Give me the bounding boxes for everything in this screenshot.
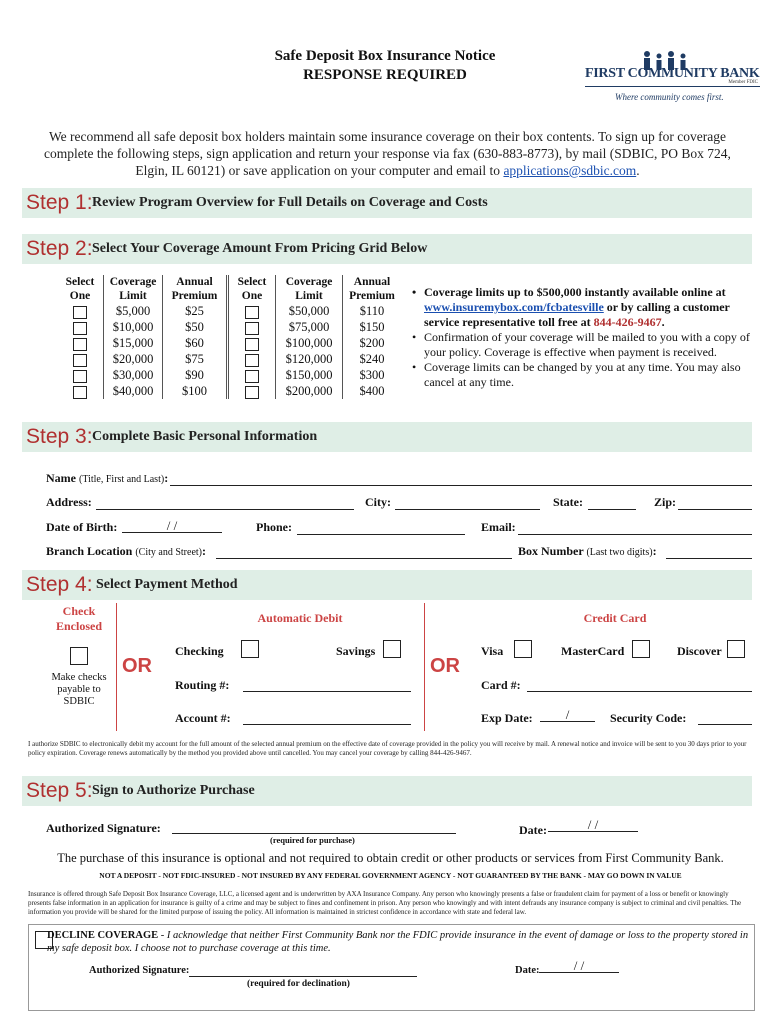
city-label: City: [365,495,391,509]
premium-cell: $90 [163,367,228,383]
state-field[interactable] [588,495,636,510]
dob-field[interactable]: / / [122,518,222,533]
step-5-bar [22,776,752,806]
mastercard-label: MasterCard [561,644,625,658]
premium-cell: $110 [343,303,402,319]
discover-checkbox[interactable] [727,640,745,658]
date-field[interactable]: / / [548,817,638,832]
step-2-text: Select Your Coverage Amount From Pricing Grid Below [92,241,428,256]
checkbox[interactable] [245,354,259,367]
divider-left [116,603,117,731]
decline-box [28,924,755,1011]
decline-signature-field[interactable] [189,962,417,977]
disclosure-text: Insurance is offered through Safe Deposit Box Insurance Coverage, LLC, a licensed agent and is underwritten by AXA Insurance Company. Any person who knowingly presents a false or fraudulent claim for payment of a loss or benefit or knowingly presents false information in an application for insurance is guilty of a crime and may be subject to fines and confinement in prison. Any person who knowingly and with intent defrauds any insurance company is subject to criminal and civil penalties. The information you provide will be shared for the limited purpose of issuing the policy. All information is maintained in strictest confidence in accordance with state and federal law. [28,890,742,916]
bullet-1b: or by calling a customer service representative toll free at [424,300,730,329]
name-label: Name (Title, First and Last): [46,471,169,485]
email-label: Email: [481,520,516,534]
decline-sig-label: Authorized Signature: [89,965,190,976]
premium-cell: $200 [343,335,402,351]
limit-cell: $150,000 [276,367,343,383]
checkbox[interactable] [245,322,259,335]
check-enclosed-checkbox[interactable] [70,647,88,665]
bullet-confirmation: • Confirmation of your coverage will be mailed to you with a copy of your policy. Coverage is effective when payment is received. [412,330,757,360]
bullet-1a: Coverage limits up to $500,000 instantly available online at [424,285,726,299]
dob-label: Date of Birth: [46,520,118,534]
address-field[interactable] [96,495,354,510]
step-1-text: Review Program Overview for Full Details on Coverage and Costs [92,195,488,210]
table-row [57,383,401,399]
step-1-number: Step 1: [26,191,93,214]
visa-checkbox[interactable] [514,640,532,658]
card-label: Card #: [481,678,521,692]
pricing-grid [57,275,401,399]
decline-title: DECLINE COVERAGE [47,930,159,941]
step-4-bar [22,570,752,600]
limit-cell: $5,000 [104,303,163,319]
logo-tagline: Where community comes first. [615,92,724,102]
table-row [57,319,401,335]
authorize-debit-text: I authorize SDBIC to electronically debit my account for the full amount of the selected annual premium on the effective date of coverage provided in the policy you will receive by mail. A renewal notice and invoice will be sent to you 30 days prior to your policy expiration. Coverage renews automatically by the method you provided above until cancelled. You may cancel your coverage by calling 844-426-9467. [28,740,747,757]
logo-name: FIRST COMMUNITY BANK [585,66,760,81]
bullet-1c: . [661,315,665,329]
premium-cell: $300 [343,367,402,383]
logo-fdic: Member FDIC [728,80,758,85]
exp-label: Exp Date: [481,711,533,725]
checkbox[interactable] [73,370,87,383]
limit-cell: $120,000 [276,351,343,367]
phone-field[interactable] [297,520,465,535]
premium-cell: $400 [343,383,402,399]
checkbox[interactable] [73,386,87,399]
card-field[interactable] [527,677,752,692]
city-field[interactable] [395,495,540,510]
step-5-text: Sign to Authorize Purchase [92,783,255,798]
address-label: Address: [46,495,92,509]
checkbox[interactable] [245,338,259,351]
branch-field[interactable] [216,544,512,559]
box-label: Box Number (Last two digits): [518,544,657,558]
auto-debit-label: Automatic Debit [257,611,343,625]
step-3-number: Step 3: [26,425,93,448]
doc-title: Safe Deposit Box Insurance Notice [274,48,496,64]
decline-date-field[interactable]: / / [539,958,619,973]
decline-text [47,929,752,955]
col-limit: Coverage Limit [104,275,163,303]
premium-cell: $240 [343,351,402,367]
limit-cell: $40,000 [104,383,163,399]
intro-end: . [636,163,640,178]
decline-date-label: Date: [515,965,540,976]
premium-cell: $150 [343,319,402,335]
branch-label: Branch Location (City and Street): [46,544,206,558]
col-select-2: Select One [228,275,276,303]
table-row [57,351,401,367]
checkbox[interactable] [73,322,87,335]
insure-link[interactable]: www.insuremybox.com/fcbatesville [424,300,604,314]
limit-cell: $200,000 [276,383,343,399]
col-select: Select One [65,276,95,302]
decline-required-note: (required for declination) [247,979,350,989]
routing-field[interactable] [243,677,411,692]
auth-sig-label: Authorized Signature: [46,821,161,835]
box-field[interactable] [666,544,752,559]
account-label: Account #: [175,711,231,725]
premium-cell: $25 [163,303,228,319]
phone-label: Phone: [256,520,292,534]
zip-field[interactable] [678,495,752,510]
limit-cell: $30,000 [104,367,163,383]
step-5-number: Step 5: [26,779,93,802]
checkbox[interactable] [245,386,259,399]
checkbox[interactable] [245,306,259,319]
decline-body: - I acknowledge that neither First Community Bank nor the FDIC provide insurance in the event of damage or loss to the property stored in my safe deposit box. I choose not to purchase coverage at this time. [47,930,749,954]
not-deposit-statement: NOT A DEPOSIT - NOT FDIC-INSURED - NOT INSURED BY ANY FEDERAL GOVERNMENT AGENCY - NOT GUARANTEED BY THE BANK - MAY GO DOWN IN VALUE [99,871,682,880]
account-field[interactable] [243,710,411,725]
step-1-bar [22,188,752,218]
state-label: State: [553,495,583,509]
premium-cell: $50 [163,319,228,335]
col-limit-2: Coverage Limit [276,275,343,303]
discover-label: Discover [677,644,722,658]
savings-label: Savings [336,644,376,658]
savings-checkbox[interactable] [383,640,401,658]
premium-cell: $75 [163,351,228,367]
intro-text: We recommend all safe deposit box holders maintain some insurance coverage on their box contents. To sign up for coverage complete the following steps, sign application and return your response via fax (630-883-8773), by mail (SDBIC, PO Box 724, Elgin, IL 60121) or save application on your computer and email to [44,129,731,178]
premium-cell: $100 [163,383,228,399]
step-2-number: Step 2: [26,237,93,260]
logo-rule [585,86,760,87]
checking-label: Checking [175,644,224,658]
zip-label: Zip: [654,495,677,509]
table-row [57,367,401,383]
bullet-change: • Coverage limits can be changed by you at any time. You may also cancel at any time. [412,360,757,390]
signature-field[interactable] [172,819,456,834]
limit-cell: $50,000 [276,303,343,319]
col-premium: Annual Premium [163,275,228,303]
limit-cell: $75,000 [276,319,343,335]
security-field[interactable] [698,710,752,725]
mastercard-checkbox[interactable] [632,640,650,658]
toll-free-phone: 844-426-9467 [593,315,662,329]
exp-field[interactable]: / [540,707,595,722]
coverage-bullets [412,285,757,390]
checkbox[interactable] [245,370,259,383]
premium-cell: $60 [163,335,228,351]
or-right: OR [430,655,460,677]
checkbox[interactable] [73,354,87,367]
routing-label: Routing #: [175,678,230,692]
email-field[interactable] [518,520,752,535]
checkbox[interactable] [73,306,87,319]
step-3-bar [22,422,752,452]
doc-subtitle: RESPONSE REQUIRED [303,67,467,83]
limit-cell: $20,000 [104,351,163,367]
make-checks-note: Make checks payable to SDBIC [51,672,107,707]
or-left: OR [122,655,152,677]
name-field[interactable] [170,471,752,486]
checking-checkbox[interactable] [241,640,259,658]
credit-card-label: Credit Card [583,611,647,625]
limit-cell: $100,000 [276,335,343,351]
col-premium-2: Annual Premium [343,275,402,303]
check-enclosed-label: Check Enclosed [55,604,102,633]
required-note: (required for purchase) [270,835,355,845]
visa-label: Visa [481,644,504,658]
checkbox[interactable] [73,338,87,351]
table-row [57,303,401,319]
limit-cell: $10,000 [104,319,163,335]
step-3-text: Complete Basic Personal Information [92,429,318,444]
optional-statement: The purchase of this insurance is optional and not required to obtain credit or other products or services from First Community Bank. [57,851,724,865]
table-row [57,335,401,351]
step-4-text: Select Payment Method [96,577,238,592]
date-label: Date: [519,823,547,837]
step-4-number: Step 4: [26,573,93,596]
step-2-bar [22,234,752,264]
security-label: Security Code: [610,711,687,725]
limit-cell: $15,000 [104,335,163,351]
email-link[interactable]: applications@sdbic.com [503,163,637,178]
bullet-online [412,285,757,330]
divider-right [424,603,425,731]
intro-paragraph [30,128,745,179]
